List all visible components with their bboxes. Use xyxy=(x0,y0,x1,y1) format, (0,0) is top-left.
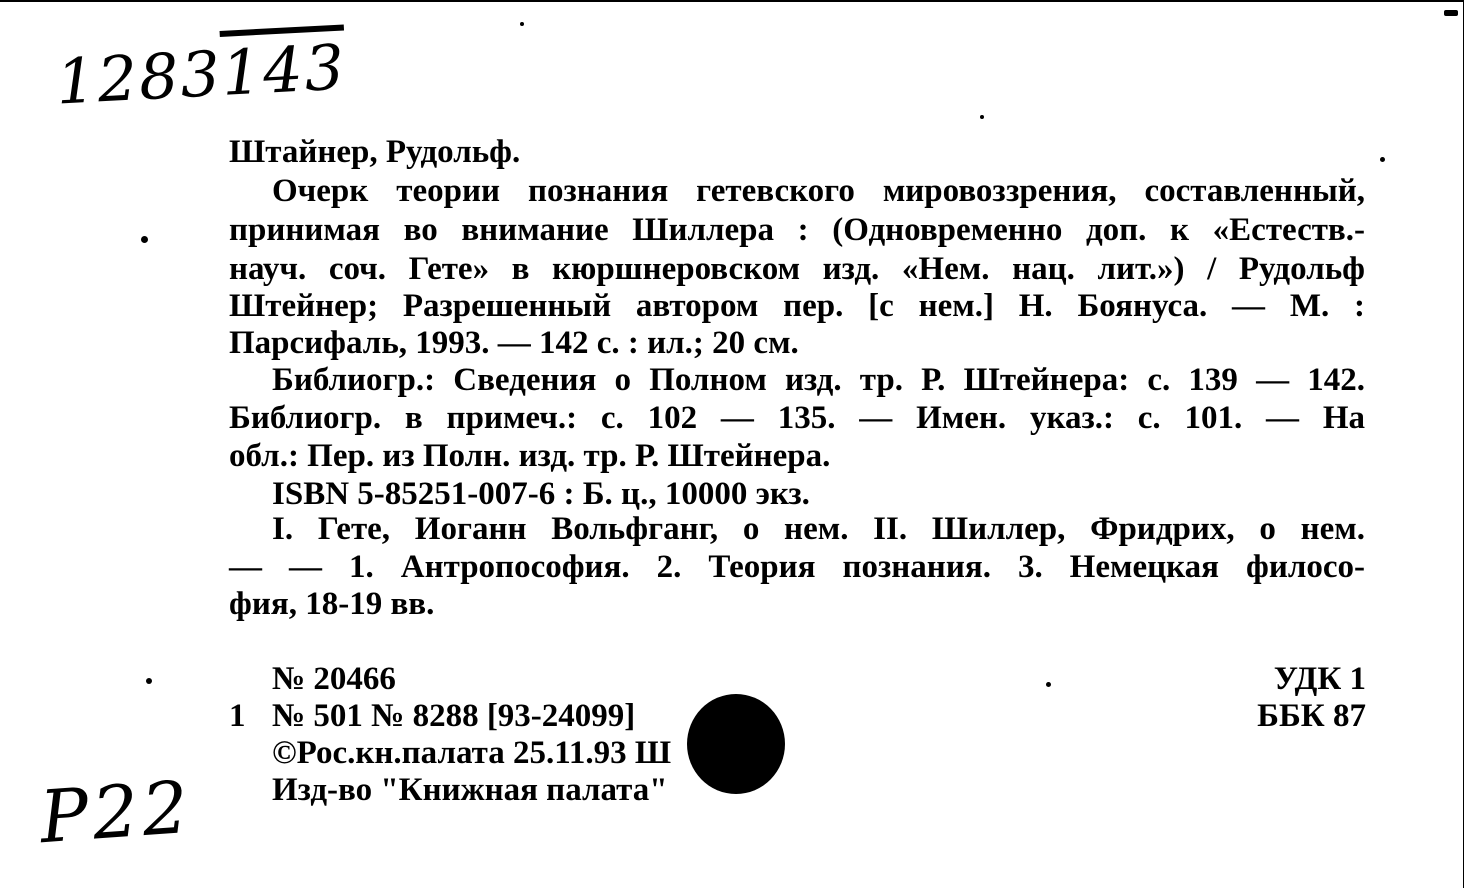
description-line: Штейнер; Разрешенный автором пер. [с нем.] Н. Боянуса. — М. : xyxy=(229,288,1365,324)
subjects-line: фия, 18-19 вв. xyxy=(229,586,435,622)
subjects-line: — — 1. Антропософия. 2. Теория познания. 3. Немецкая филосо- xyxy=(229,549,1365,585)
scan-speck xyxy=(1444,10,1458,16)
scan-speck xyxy=(980,115,984,119)
scan-speck xyxy=(146,678,152,684)
publisher-line: Изд-во "Книжная палата" xyxy=(272,772,668,808)
book-chamber-line: ©Рос.кн.палата 25.11.93 Ш xyxy=(272,735,672,771)
author-heading: Штайнер, Рудольф. xyxy=(229,134,521,170)
handwritten-shelf-mark: P22 xyxy=(37,764,195,860)
record-number: № 20466 xyxy=(272,661,396,697)
scan-speck xyxy=(141,236,148,243)
subjects-line: I. Гете, Иоганн Вольфганг, о нем. II. Шиллер, Фридрих, о нем. xyxy=(272,511,1365,547)
copy-count: 1 xyxy=(229,698,246,734)
isbn-line: ISBN 5-85251-007-6 : Б. ц., 10000 экз. xyxy=(272,476,810,512)
handwritten-number-part-b: 143 xyxy=(219,30,348,110)
scan-speck xyxy=(520,22,524,26)
registration-line: № 501 № 8288 [93-24099] xyxy=(272,698,636,734)
scan-speck xyxy=(1046,682,1051,687)
ink-blot xyxy=(687,694,785,794)
udk-code: УДК 1 xyxy=(1273,661,1366,697)
handwritten-number-part-a: 1283 xyxy=(54,36,224,119)
description-line: науч. соч. Гете» в кюршнеровском изд. «Нем. нац. лит.») / Рудольф xyxy=(229,251,1365,287)
description-line: Парсифаль, 1993. — 142 с. : ил.; 20 см. xyxy=(229,325,799,361)
notes-line: Библиогр.: Сведения о Полном изд. тр. Р. Штейнера: с. 139 — 142. xyxy=(272,362,1365,398)
description-line: Очерк теории познания гетевского мировоззрения, составленный, xyxy=(272,173,1365,209)
notes-line: Библиогр. в примеч.: с. 102 — 135. — Имен. указ.: с. 101. — На xyxy=(229,400,1365,436)
scan-speck xyxy=(1380,157,1385,162)
description-line: принимая во внимание Шиллера : (Одновременно доп. к «Естеств.- xyxy=(229,212,1365,248)
bbk-code: ББК 87 xyxy=(1257,698,1366,734)
notes-line: обл.: Пер. из Полн. изд. тр. Р. Штейнера. xyxy=(229,438,831,474)
handwritten-inventory-number xyxy=(54,30,348,118)
